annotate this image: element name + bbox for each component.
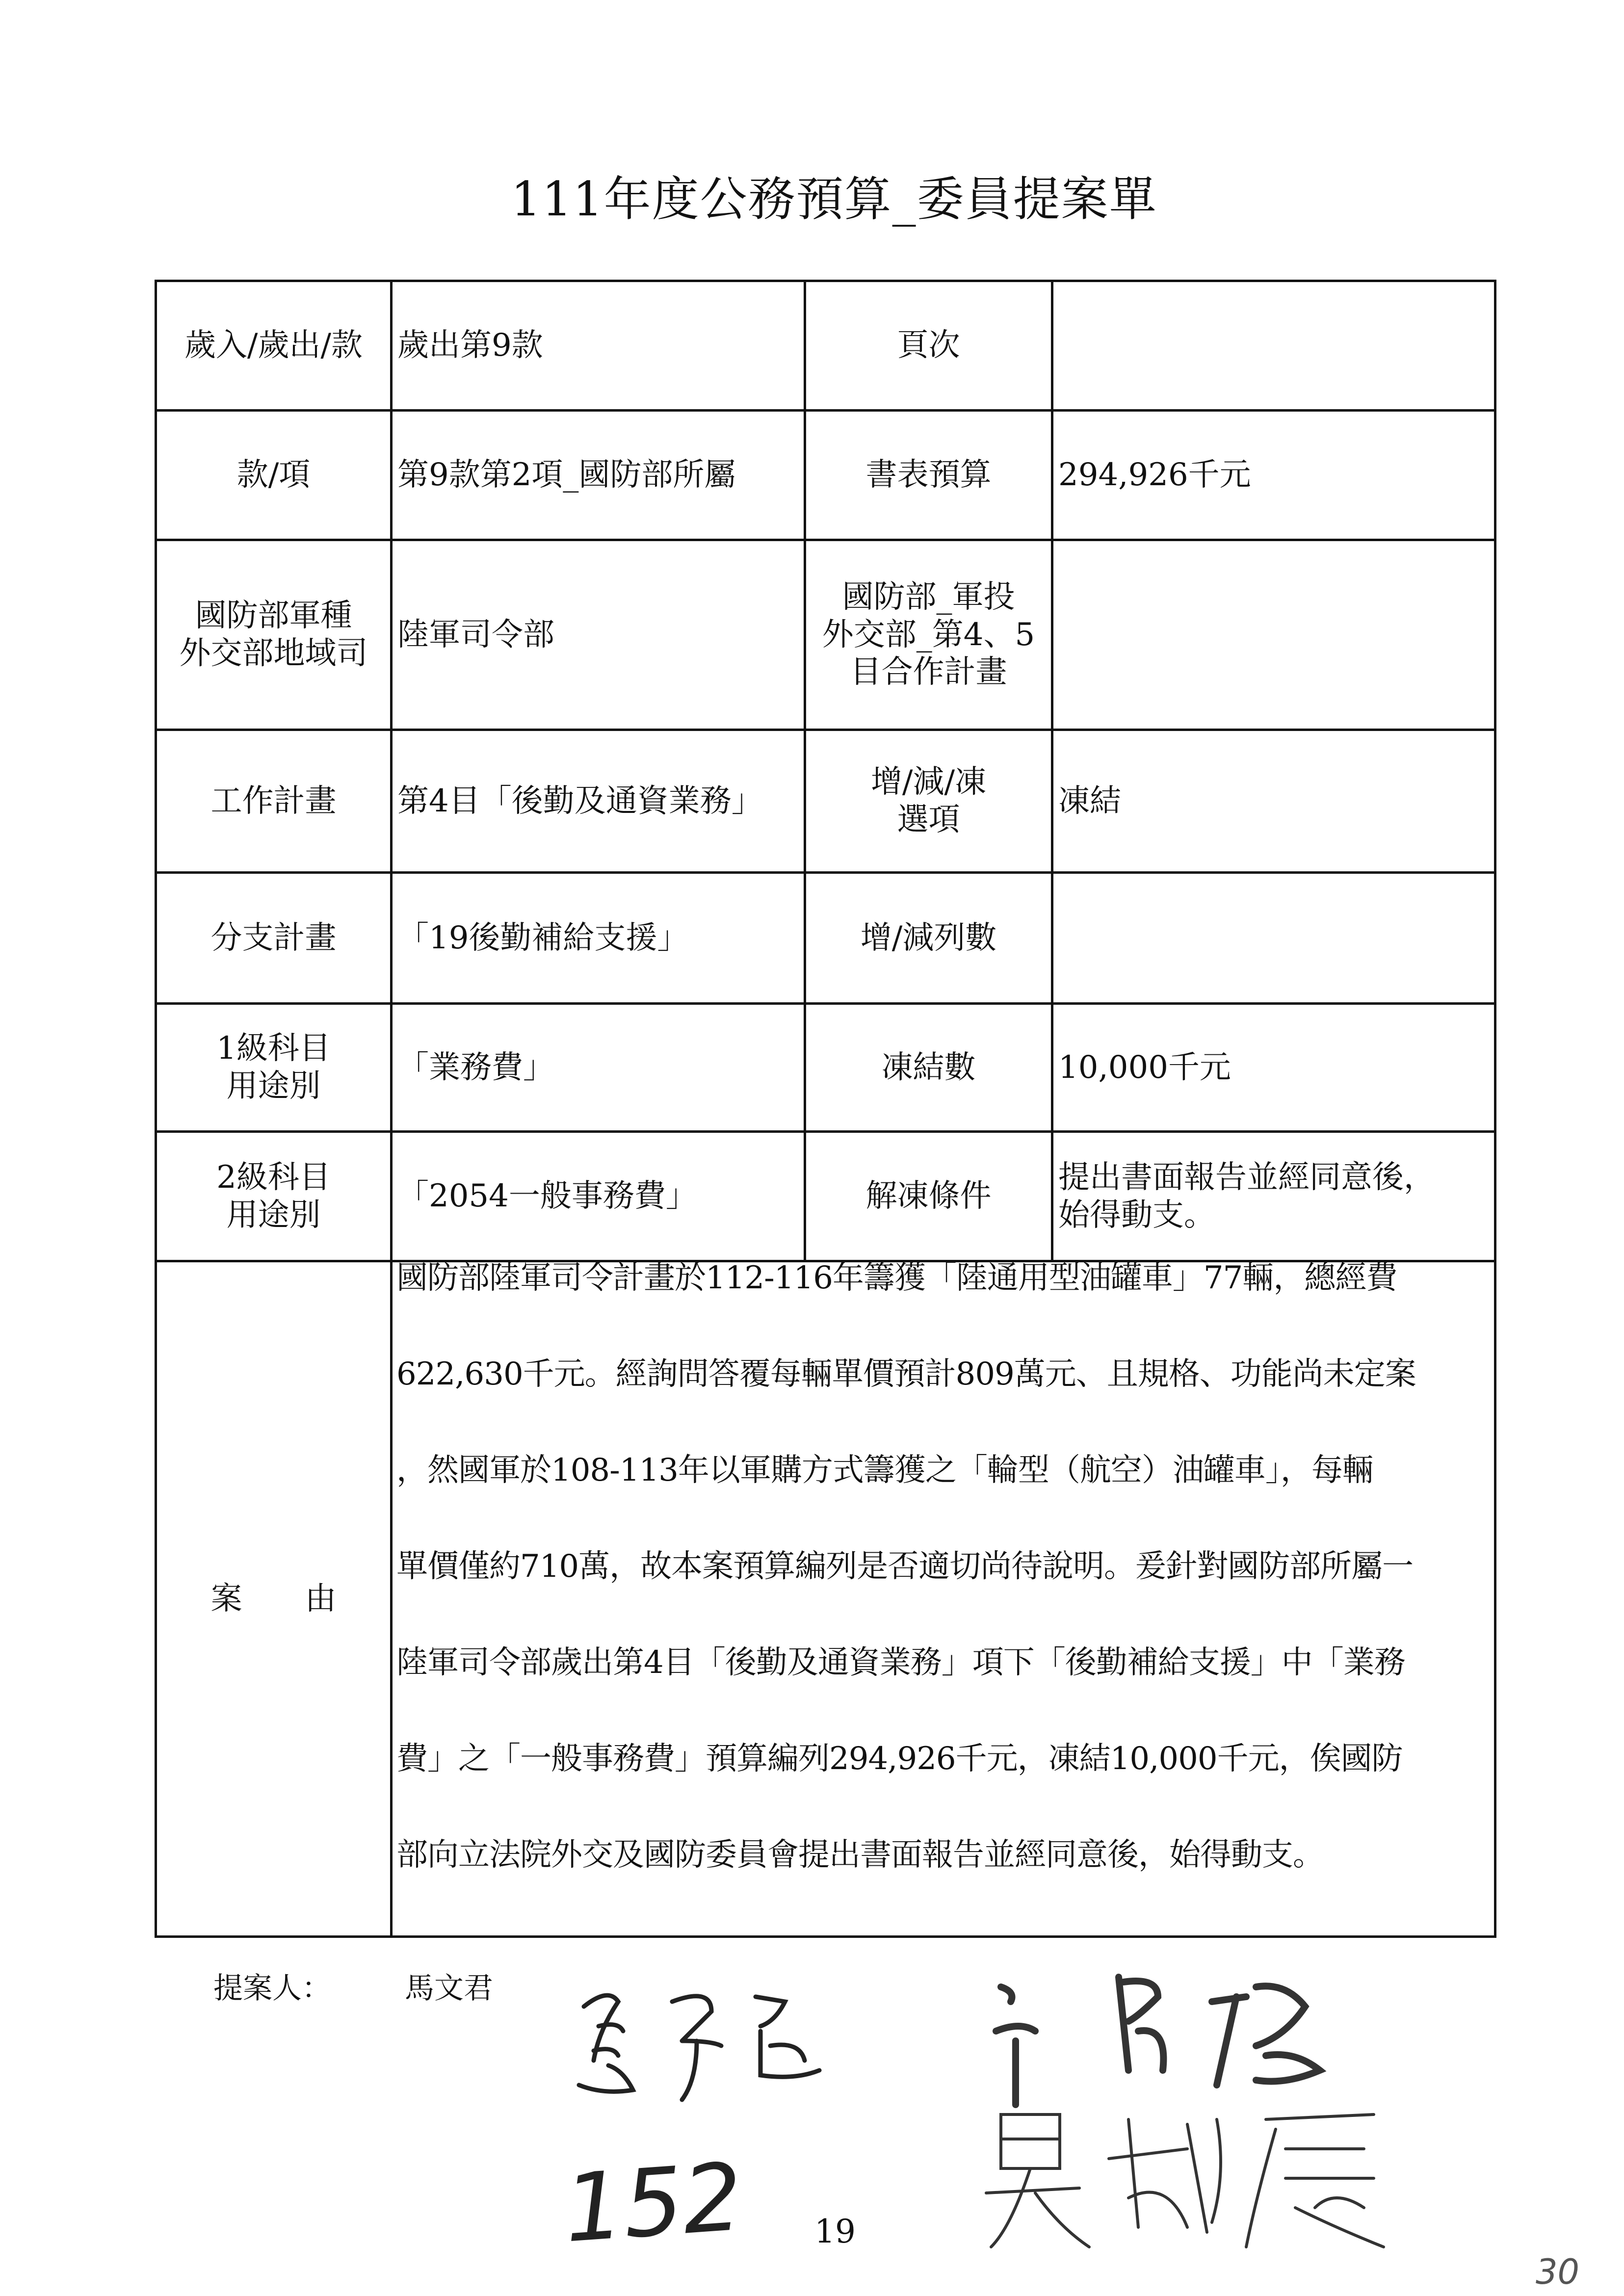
reason-line: 單價僅約710萬，故本案預算編列是否適切尚待說明。爰針對國防部所屬一 (396, 1548, 1414, 1585)
reason-text (392, 1261, 1495, 1937)
signature-1 (564, 1972, 859, 2114)
reason-line: 費」之「一般事務費」預算編列294,926千元，凍結10,000千元，俟國防 (396, 1741, 1403, 1777)
field-label: 國防部軍種 外交部地域司 (156, 540, 392, 730)
field-label: 2級科目 用途別 (156, 1132, 392, 1261)
reason-line: ，然國軍於108-113年以軍購方式籌獲之「輪型（航空）油罐車」，每輛 (396, 1452, 1373, 1488)
field-value: 歲出第9款 (392, 281, 805, 411)
field-label: 增/減/凍 選項 (805, 730, 1052, 873)
handwritten-number: 152 (560, 2142, 746, 2264)
field-value (1052, 540, 1495, 730)
field-label: 歲入/歲出/款 (156, 281, 392, 411)
field-label: 凍結數 (805, 1004, 1052, 1132)
field-label: 解凍條件 (805, 1132, 1052, 1261)
field-value: 「19後勤補給支援」 (392, 873, 805, 1004)
page-number: 19 (814, 2213, 856, 2250)
field-label: 增/減列數 (805, 873, 1052, 1004)
handwritten-corner-number: 30 (1536, 2252, 1580, 2292)
table-row (156, 730, 1495, 873)
field-label: 頁次 (805, 281, 1052, 411)
table-row (156, 1004, 1495, 1132)
field-value: 提出書面報告並經同意後， 始得動支。 (1052, 1132, 1495, 1261)
field-value: 294,926千元 (1052, 411, 1495, 540)
field-label: 分支計畫 (156, 873, 392, 1004)
table-row (156, 411, 1495, 540)
reason-label: 案 由 (156, 1261, 392, 1937)
field-value: 10,000千元 (1052, 1004, 1495, 1132)
table-row (156, 873, 1495, 1004)
document-title: 111年度公務預算_委員提案單 (511, 172, 1157, 227)
reason-line: 陸軍司令部歲出第4目「後勤及通資業務」項下「後勤補給支援」中「業務 (396, 1644, 1405, 1681)
proposer-label: 提案人： (213, 1971, 331, 2006)
field-value (1052, 281, 1495, 411)
table-row (156, 540, 1495, 730)
field-value: 第4目「後勤及通資業務」 (392, 730, 805, 873)
field-label: 款/項 (156, 411, 392, 540)
proposer-name: 馬文君 (405, 1971, 493, 2006)
reason-line: 622,630千元。經詢問答覆每輛單價預計809萬元、且規格、功能尚未定案 (396, 1356, 1416, 1392)
reason-row (156, 1261, 1495, 1937)
field-value: 「業務費」 (392, 1004, 805, 1132)
field-label: 書表預算 (805, 411, 1052, 540)
proposal-table (155, 280, 1496, 1938)
signature-3 (981, 2100, 1413, 2262)
reason-line: 國防部陸軍司令計畫於112-116年籌獲「陸通用型油罐車」77輛，總經費 (396, 1260, 1397, 1296)
field-value: 陸軍司令部 (392, 540, 805, 730)
signature-2 (981, 1957, 1423, 2119)
field-value: 凍結 (1052, 730, 1495, 873)
field-value: 「2054一般事務費」 (392, 1132, 805, 1261)
reason-line: 部向立法院外交及國防委員會提出書面報告並經同意後，始得動支。 (396, 1837, 1324, 1873)
table-row (156, 1132, 1495, 1261)
field-label: 1級科目 用途別 (156, 1004, 392, 1132)
field-label: 工作計畫 (156, 730, 392, 873)
field-value: 第9款第2項_國防部所屬 (392, 411, 805, 540)
field-label: 國防部_軍投 外交部_第4、5 目合作計畫 (805, 540, 1052, 730)
field-value (1052, 873, 1495, 1004)
table-row (156, 281, 1495, 411)
